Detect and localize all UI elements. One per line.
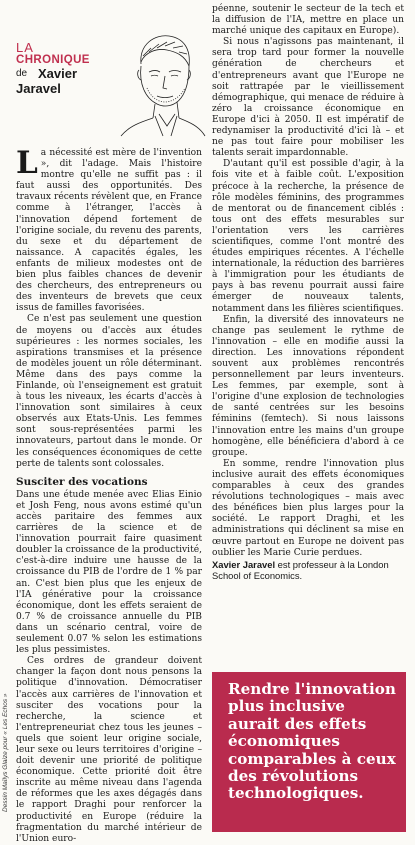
- article-column-right: [212, 4, 404, 582]
- article-paragraph: La nécessité est mère de l'invention », dit l'adage. Mais l'histoire montre qu'elle ne suffit pas : il faut aussi des opportunités. Des travaux récents révèlent que, en France comme à l'étranger, l'accès à l'innovation dépend fortement de l'origine sociale, du revenu des parents, du sexe et du département de naissance. A capacités égales, les enfants de milieux modestes ont de bien plus faibles chances de devenir des chercheurs, des entrepreneurs ou des inventeurs de brevets que ceux issus de familles favorisées.: [16, 145, 202, 314]
- drop-cap: L: [16, 145, 38, 181]
- column-label-de: de: [16, 68, 28, 79]
- article-subheading: Susciter des vocations: [16, 475, 148, 488]
- article-paragraph: Dans une étude menée avec Elias Einio et Josh Feng, nous avons estimé qu'un accès paritaire des femmes aux carrières de la science et de l'innovation pourrait faire quasiment doubler la croissance de la productivité, c'est-à-dire induire une hausse de la croissance du PIB de l'ordre de 1 % par an. C'est bien plus que les enjeux de l'IA générative pour la croissance économique, dont les effets seraient de 0.7 % de croissance annuelle du PIB dans un scénario central, voire de seulement 0.07 % selon les estimations les plus pessimistes.: [16, 489, 202, 656]
- article-paragraph: D'autant qu'il est possible d'agir, à la fois vite et à faible coût. L'exposition précoce à la recherche, la présence de rôle modèles féminins, des programmes de mentorat ou de financement ciblés : tous ont des effets mesurables sur l'orientation vers les carrières scientifiques, comme l'ont montré des études empiriques récentes. A l'échelle internationale, la réduction des barrières à l'immigration pour les étudiants de pays à bas revenu pourrait aussi faire émerger de nouveaux talents, notamment dans les filières scientifiques.: [212, 159, 404, 314]
- masthead: [16, 40, 202, 140]
- article-paragraph: Si nous n'agissons pas maintenant, il sera trop tard pour former la nouvelle génération de chercheurs et d'entrepreneurs avant que l'Europe ne soit rattrapée par le vieillissement démographique, qui menace de réduire à zéro la croissance économique en Europe d'ici à 2050. Il est impératif de redynamiser la productivité d'ici là – et ne pas tout faire pour mobiliser les talents serait impardonnable.: [212, 37, 404, 159]
- author-portrait-drawing: [111, 26, 207, 138]
- author-signature: [212, 559, 404, 582]
- signature-affiliation: est professeur à la London School of Economics.: [212, 558, 389, 582]
- column-label-la: LA: [16, 40, 34, 55]
- article-paragraph: En somme, rendre l'innovation plus inclusive aurait des effets économiques comparables à ceux des grandes révolutions technologiques – mais avec des bénéfices bien plus larges pour la société. Le rapport Draghi, et les administrations qui déclinent sa mise en œuvre partout en Europe ne doivent pas oublier les Marie Curie perdues.: [212, 458, 404, 558]
- article-paragraph: Ces ordres de grandeur doivent changer la façon dont nous pensons la politique d'innovation. Démocratiser l'accès aux carrières de l'innovation et susciter des vocations pour la recherche, la science et l'entrepreneuriat chez tous les jeunes – quels que soient leur origine sociale, leur sexe ou leurs territoires d'origine – doit devenir une priorité de politique économique. Cette priorité doit être inscrite au même niveau dans l'agenda de réformes que les axes dégagés dans le rapport Draghi pour renforcer la productivité en Europe (réduire la fragmentation du marché intérieur de l'Union euro-: [16, 656, 202, 844]
- column-label-chronique: CHRONIQUE: [16, 54, 90, 66]
- article-paragraph: péenne, soutenir le secteur de la tech et la diffusion de l'IA, mettre en place un marché unique des capitaux en Europe).: [212, 4, 404, 37]
- article-paragraph: Ce n'est pas seulement une question de moyens ou d'accès aux études supérieures : les normes sociales, les aspirations transmises et la présence de modèles jouent un rôle déterminant. Même dans des pays comme la Finlande, où l'enseignement est gratuit à tous les niveaux, les écarts d'accès à l'innovation sont similaires à ceux observés aux Etats-Unis. Les femmes sont sous-représentées parmi les innovateurs, partout dans le monde. Or les conséquences économiques de cette perte de talents sont colossales.: [16, 314, 202, 469]
- author-last-name: Jaravel: [16, 81, 61, 96]
- article-column-left: [16, 145, 202, 845]
- pull-quote: Rendre l'innovation plus inclusive aurait des effets économiques comparables à ceux des révolutions technologiques.: [212, 672, 406, 832]
- signature-name: Xavier Jaravel: [212, 558, 276, 570]
- article-paragraph: Enfin, la diversité des innovateurs ne change pas seulement le rythme de l'innovation – elle en modifie aussi la direction. Les innovations répondent souvent aux problèmes rencontrés personnellement par leurs inventeurs. Les femmes, par exemple, sont à l'origine d'une explosion de technologies de santé centrées sur les besoins féminins (femtech). Si nous laissons l'innovation entre les mains d'un groupe homogène, elle bénéficiera d'abord à ce groupe.: [212, 314, 404, 458]
- illustration-credit: Dessin Maïlys Glaize pour « Les Echos »: [2, 693, 9, 812]
- author-first-name: Xavier: [38, 66, 78, 81]
